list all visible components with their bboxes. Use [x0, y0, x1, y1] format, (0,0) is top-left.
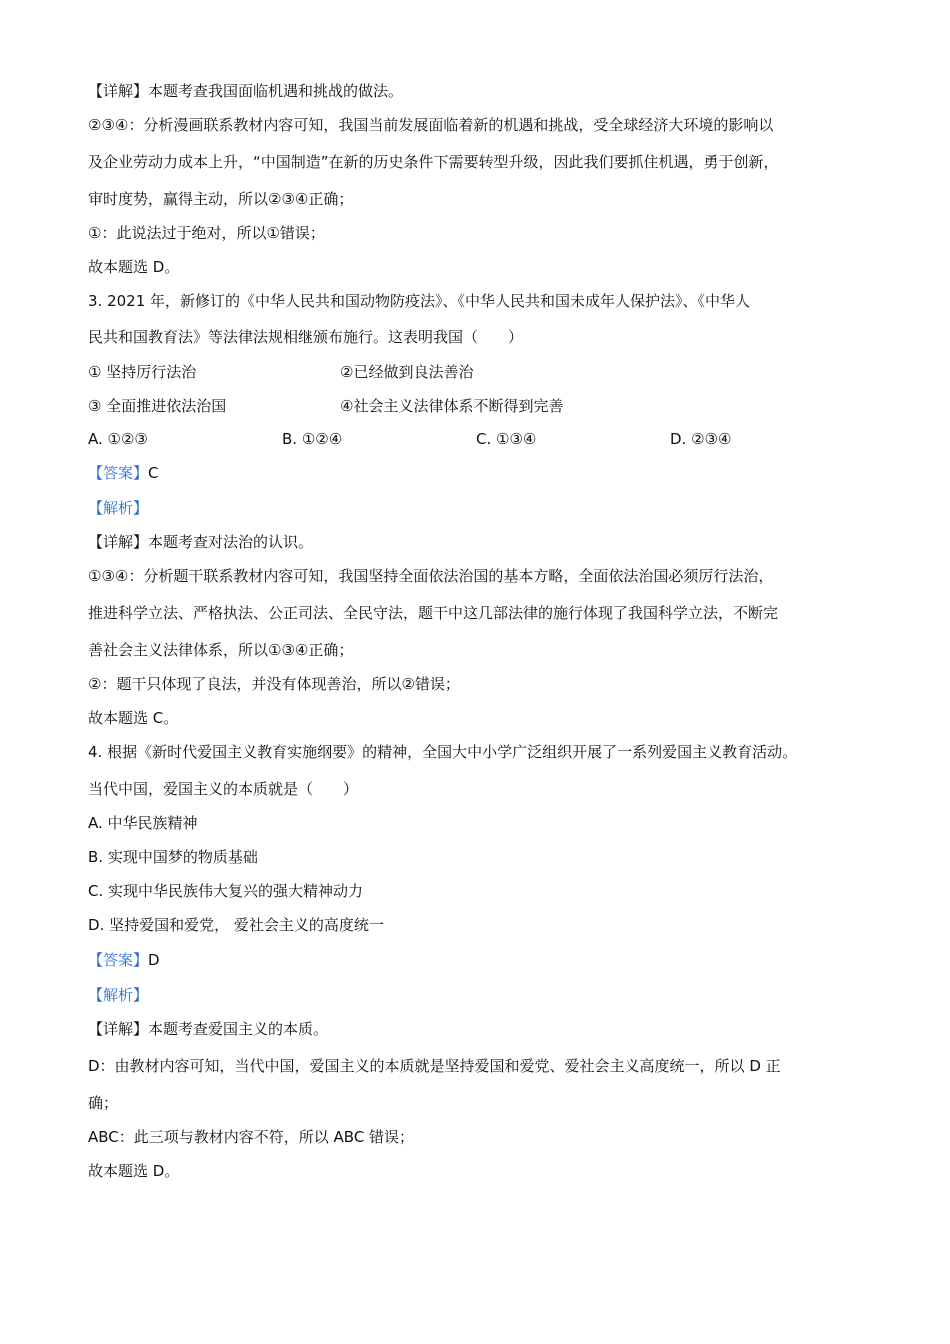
- option-b: B. 实现中国梦的物质基础: [88, 848, 258, 866]
- wrong-statement: ①：此说法过于绝对，所以①错误；: [88, 224, 325, 242]
- option-c: C. 实现中华民族伟大复兴的强大精神动力: [88, 882, 364, 900]
- conclusion: 故本题选 D。: [88, 258, 180, 276]
- answer-line: [88, 462, 159, 484]
- detail-line: 【详解】本题考查对法治的认识。: [88, 533, 314, 551]
- wrong-statement: ABC：此三项与教材内容不符，所以 ABC 错误；: [88, 1128, 415, 1146]
- option-b: B. ①②④: [282, 430, 343, 448]
- answer-tag: 【答案】: [88, 464, 149, 482]
- conclusion: 故本题选 C。: [88, 709, 179, 727]
- analysis-line: ①③④：分析题干联系教材内容可知，我国坚持全面依法治国的基本方略，全面依法治国必须厉行法治，: [88, 567, 774, 585]
- option-c: C. ①③④: [476, 430, 537, 448]
- wrong-statement: ②：题干只体现了良法，并没有体现善治，所以②错误；: [88, 675, 460, 693]
- analysis-line: 善社会主义法律体系，所以①③④正确；: [88, 641, 354, 659]
- question-3-stem: 3. 2021 年，新修订的《中华人民共和国动物防疫法》、《中华人民共和国未成年人保护法》、《中华人: [88, 292, 751, 310]
- statement-1: ① 坚持厉行法治: [88, 363, 197, 381]
- question-3-stem: 民共和国教育法》等法律法规相继颁布施行。这表明我国（ ）: [88, 328, 524, 346]
- analysis-line: 确；: [88, 1094, 119, 1112]
- question-4-stem: 4. 根据《新时代爱国主义教育实施纲要》的精神，全国大中小学广泛组织开展了一系列爱国主义教育活动。: [88, 743, 798, 761]
- statement-2: ②已经做到良法善治: [340, 363, 474, 381]
- answer-value: D: [148, 951, 160, 969]
- option-a: A. 中华民族精神: [88, 814, 198, 832]
- analysis-tag: 【解析】: [88, 986, 149, 1004]
- answer-line: [88, 949, 160, 971]
- detail-line: 【详解】本题考查爱国主义的本质。: [88, 1020, 329, 1038]
- analysis-line: 及企业劳动力成本上升，“中国制造”在新的历史条件下需要转型升级，因此我们要抓住机遇，勇于创新，: [88, 153, 779, 171]
- question-4-stem: 当代中国，爱国主义的本质就是（ ）: [88, 780, 359, 798]
- detail-line: 【详解】本题考查我国面临机遇和挑战的做法。: [88, 82, 404, 100]
- analysis-line: D：由教材内容可知，当代中国，爱国主义的本质就是坚持爱国和爱党、爱社会主义高度统一，所以 D 正: [88, 1057, 781, 1075]
- analysis-line: 审时度势，赢得主动，所以②③④正确；: [88, 190, 354, 208]
- analysis-line: 推进科学立法、严格执法、公正司法、全民守法，题干中这几部法律的施行体现了我国科学立法，不断完: [88, 604, 779, 622]
- answer-tag: 【答案】: [88, 951, 149, 969]
- conclusion: 故本题选 D。: [88, 1162, 180, 1180]
- option-d: D. ②③④: [670, 430, 732, 448]
- statement-4: ④社会主义法律体系不断得到完善: [340, 397, 564, 415]
- statement-3: ③ 全面推进依法治国: [88, 397, 227, 415]
- analysis-tag: 【解析】: [88, 499, 149, 517]
- option-d: D. 坚持爱国和爱党， 爱社会主义的高度统一: [88, 916, 384, 934]
- option-a: A. ①②③: [88, 430, 148, 448]
- answer-value: C: [148, 464, 159, 482]
- analysis-line: ②③④：分析漫画联系教材内容可知，我国当前发展面临着新的机遇和挑战，受全球经济大环境的影响以: [88, 116, 774, 134]
